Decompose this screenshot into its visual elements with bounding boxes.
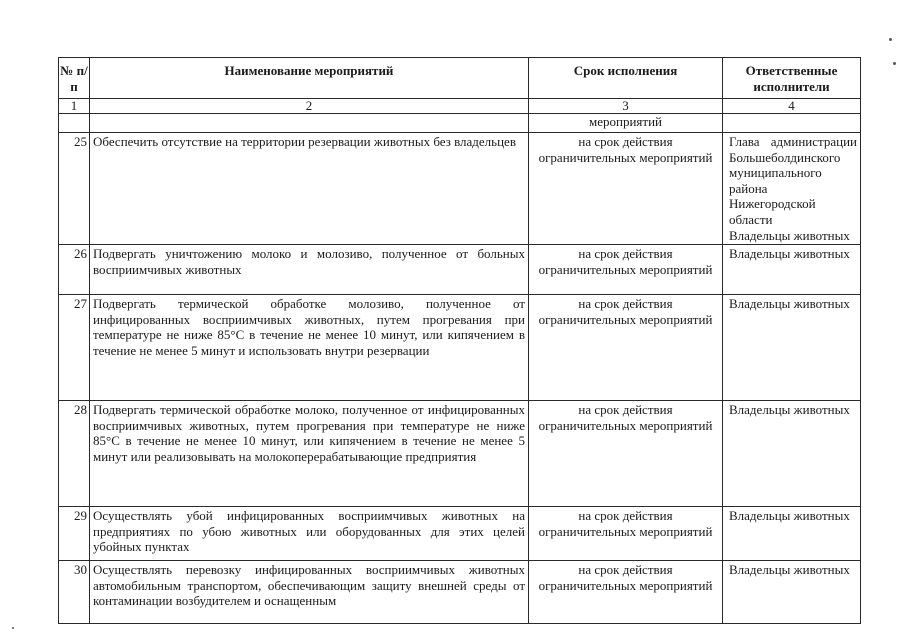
row-term: на срок действия ограничительных мероприятий xyxy=(529,561,723,624)
row-description: Осуществлять убой инфицированных восприимчивых животных на предприятиях по убою животных или оборудованных для этих целей убойных пунктах xyxy=(90,507,529,561)
continuation-term: мероприятий xyxy=(529,114,723,133)
header-name: Наименование мероприятий xyxy=(90,58,529,99)
table-row xyxy=(59,401,861,507)
row-term: на срок действия ограничительных мероприятий xyxy=(529,245,723,295)
table-row xyxy=(59,245,861,295)
header-num: № п/п xyxy=(59,58,90,99)
row-responsible xyxy=(723,507,861,561)
table-row xyxy=(59,561,861,624)
scan-speck xyxy=(893,62,896,65)
table-row xyxy=(59,133,861,245)
row-number: 30 xyxy=(59,561,90,624)
row-responsible xyxy=(723,245,861,295)
row-responsible xyxy=(723,561,861,624)
row-term: на срок действия ограничительных мероприятий xyxy=(529,401,723,507)
continuation-row xyxy=(59,114,861,133)
scan-speck xyxy=(12,627,14,629)
responsible-line: Владельцы животных xyxy=(729,402,850,418)
row-responsible xyxy=(723,133,861,245)
row-responsible xyxy=(723,401,861,507)
header-term: Срок исполнения xyxy=(529,58,723,99)
row-responsible xyxy=(723,295,861,401)
header-responsible: Ответственные исполнители xyxy=(723,58,861,99)
responsible-line: муниципального района xyxy=(729,165,822,196)
table-row xyxy=(59,295,861,401)
row-description: Подвергать термической обработке молозиво, полученное от инфицированных восприимчивых животных, путем прогревания при температуре не ниже 85°С в течение не менее 10 минут, или кипячением в течение не менее 5 минут и использовать внутри резервации xyxy=(90,295,529,401)
row-number: 26 xyxy=(59,245,90,295)
row-description: Подвергать термической обработке молоко, полученное от инфицированных восприимчивых животных, путем прогревания при температуре не ниже 85°С в течение не менее 10 минут, или кипячением в течение не менее 5 минут или реализовывать на молокоперерабатывающие предприятия xyxy=(90,401,529,507)
column-number: 2 xyxy=(90,99,529,114)
responsible-line: Владельцы животных xyxy=(729,246,850,262)
row-term: на срок действия ограничительных мероприятий xyxy=(529,295,723,401)
row-term: на срок действия ограничительных мероприятий xyxy=(529,507,723,561)
column-number: 1 xyxy=(59,99,90,114)
row-description: Подвергать уничтожению молоко и молозиво, полученное от больных восприимчивых животных xyxy=(90,245,529,295)
row-description: Обеспечить отсутствие на территории резервации животных без владельцев xyxy=(90,133,529,245)
responsible-line: Глава администрации xyxy=(729,134,857,149)
table-row xyxy=(59,507,861,561)
responsible-line: Владельцы животных xyxy=(729,296,850,312)
scan-speck xyxy=(889,38,892,41)
row-number: 28 xyxy=(59,401,90,507)
row-description: Осуществлять перевозку инфицированных восприимчивых животных автомобильным транспортом, обеспечивающим защиту внешней среды от контаминации возбудителем и оснащенным xyxy=(90,561,529,624)
responsible-line: Большеболдинского xyxy=(729,149,841,165)
table-header-row xyxy=(59,58,861,99)
row-term: на срок действия ограничительных мероприятий xyxy=(529,133,723,245)
column-number-row xyxy=(59,99,861,114)
measures-table xyxy=(58,57,861,624)
responsible-line: Владельцы животных xyxy=(729,508,850,524)
column-number: 3 xyxy=(529,99,723,114)
row-number: 25 xyxy=(59,133,90,245)
responsible-line: Нижегородской области xyxy=(729,196,816,227)
column-number: 4 xyxy=(723,99,861,114)
row-number: 29 xyxy=(59,507,90,561)
responsible-line: Владельцы животных xyxy=(729,562,850,578)
responsible-line: Владельцы животных xyxy=(729,227,850,243)
row-number: 27 xyxy=(59,295,90,401)
